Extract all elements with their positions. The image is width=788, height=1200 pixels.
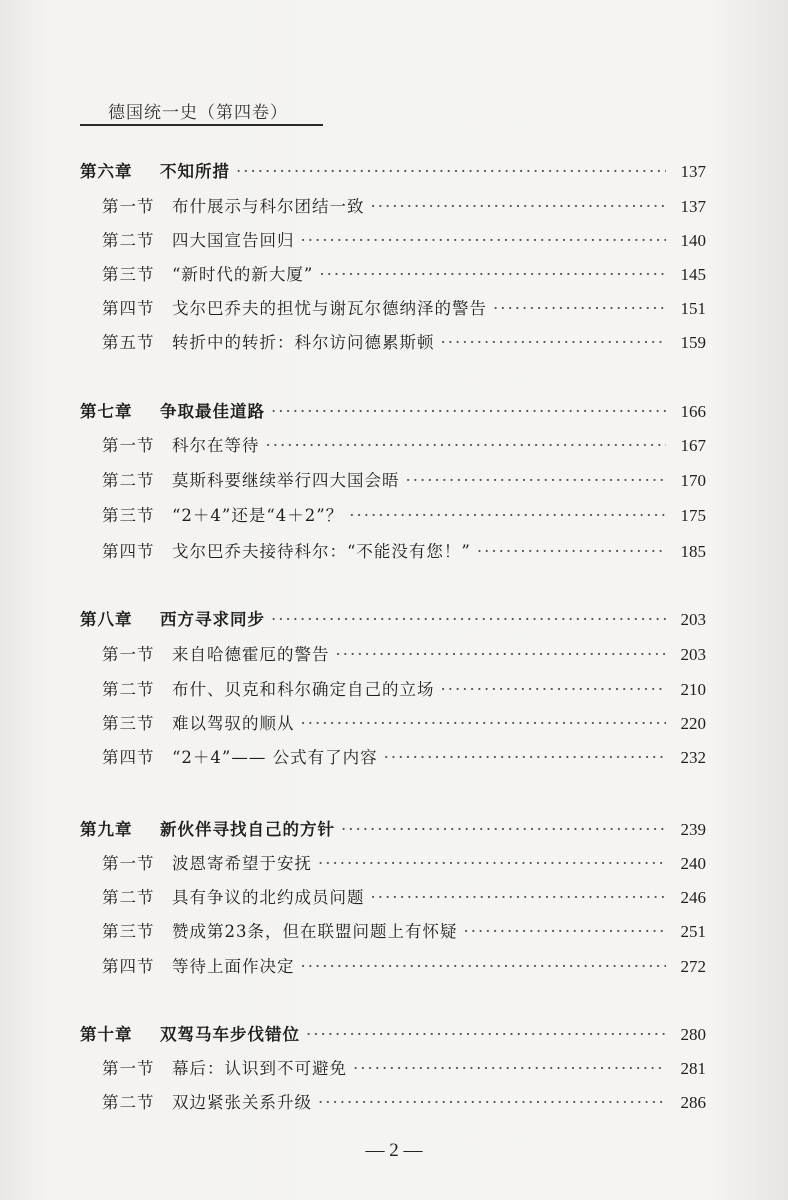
leader-dots (301, 952, 667, 982)
page-number: 170 (680, 471, 706, 490)
section-title: 转折中的转折：科尔访问德累斯顿 (172, 333, 435, 352)
section-label: 第四节 (102, 542, 155, 561)
section-label: 第三节 (102, 506, 155, 525)
header-rule (80, 124, 323, 126)
section-title: 等待上面作决定 (172, 957, 295, 976)
section-title: 赞成第23条，但在联盟问题上有怀疑 (172, 922, 458, 941)
page-number: 203 (680, 645, 706, 664)
leader-dots (318, 1088, 666, 1118)
section-label: 第一节 (102, 197, 155, 216)
leader-dots (464, 917, 667, 947)
leader-dots (271, 397, 666, 427)
section-title: 戈尔巴乔夫的担忧与谢瓦尔德纳泽的警告 (172, 299, 487, 318)
section-label: 第二节 (102, 888, 155, 907)
page-number: 167 (680, 436, 706, 455)
leader-dots (477, 537, 666, 567)
section-title: 科尔在等待 (172, 436, 260, 455)
section-title: “2＋4”—— 公式有了内容 (172, 748, 378, 767)
chapter-title: 双驾马车步伐错位 (160, 1025, 300, 1044)
page-number: 281 (680, 1059, 706, 1078)
page-number: 175 (680, 506, 706, 525)
chapter-title: 争取最佳道路 (160, 402, 265, 421)
section-label: 第一节 (102, 436, 155, 455)
section-title: 幕后：认识到不可避免 (172, 1059, 347, 1078)
toc-chapter-6[interactable] (80, 157, 706, 187)
toc-section[interactable] (102, 952, 706, 982)
page-number: 246 (680, 888, 706, 907)
chapter-title: 不知所措 (160, 162, 230, 181)
leader-dots (336, 640, 667, 670)
toc-section[interactable] (102, 849, 706, 879)
section-title: 戈尔巴乔夫接待科尔：“不能没有您！” (172, 542, 471, 561)
page-number: 210 (680, 680, 706, 699)
toc-section[interactable] (102, 1054, 706, 1084)
section-title: 莫斯科要继续举行四大国会晤 (172, 471, 400, 490)
toc-chapter-9[interactable] (80, 815, 706, 845)
page-number: 286 (680, 1093, 706, 1112)
section-label: 第三节 (102, 265, 155, 284)
page-number: 251 (680, 922, 706, 941)
leader-dots (353, 1054, 666, 1084)
leader-dots (406, 466, 667, 496)
leader-dots (349, 501, 666, 531)
toc-section[interactable] (102, 675, 706, 705)
toc-section[interactable] (102, 328, 706, 358)
page-number: 137 (680, 197, 706, 216)
section-title: 双边紧张关系升级 (172, 1093, 312, 1112)
leader-dots (441, 675, 667, 705)
leader-dots (384, 743, 666, 773)
section-label: 第一节 (102, 854, 155, 873)
toc-section[interactable] (102, 743, 706, 773)
chapter-label: 第九章 (80, 820, 133, 839)
section-title: 来自哈德霍厄的警告 (172, 645, 330, 664)
toc-section[interactable] (102, 883, 706, 913)
toc-section[interactable] (102, 192, 706, 222)
page-number: 272 (680, 957, 706, 976)
running-title: 德国统一史（第四卷） (108, 103, 288, 123)
section-title: 波恩寄希望于安抚 (172, 854, 312, 873)
toc-chapter-8[interactable] (80, 605, 706, 635)
toc-chapter-10[interactable] (80, 1020, 706, 1050)
section-label: 第一节 (102, 1059, 155, 1078)
toc-section[interactable] (102, 537, 706, 567)
page-number: 232 (680, 748, 706, 767)
toc-section[interactable] (102, 260, 706, 290)
page-folio: — 2 — (365, 1140, 423, 1161)
leader-dots (306, 1020, 666, 1050)
page-number: 240 (680, 854, 706, 873)
chapter-label: 第八章 (80, 610, 133, 629)
toc-section[interactable] (102, 501, 706, 531)
page-number: 159 (680, 333, 706, 352)
leader-dots (371, 192, 667, 222)
leader-dots (236, 157, 666, 187)
section-label: 第一节 (102, 645, 155, 664)
section-title: 布什、贝克和科尔确定自己的立场 (172, 680, 435, 699)
toc-section[interactable] (102, 709, 706, 739)
section-label: 第二节 (102, 680, 155, 699)
section-label: 第三节 (102, 714, 155, 733)
page-number: 239 (680, 820, 706, 839)
page-number: 280 (680, 1025, 706, 1044)
page-number: 151 (680, 299, 706, 318)
chapter-label: 第六章 (80, 162, 133, 181)
section-label: 第二节 (102, 231, 155, 250)
toc-section[interactable] (102, 640, 706, 670)
page-number: 137 (680, 162, 706, 181)
section-title: “2＋4”还是“4＋2”？ (172, 506, 344, 525)
section-title: 四大国宣告回归 (172, 231, 295, 250)
toc-section[interactable] (102, 1088, 706, 1118)
toc-section[interactable] (102, 917, 706, 947)
leader-dots (271, 605, 666, 635)
section-label: 第四节 (102, 748, 155, 767)
chapter-label: 第十章 (80, 1025, 133, 1044)
leader-dots (493, 294, 666, 324)
chapter-title: 西方寻求同步 (160, 610, 265, 629)
section-label: 第四节 (102, 957, 155, 976)
toc-chapter-7[interactable] (80, 397, 706, 427)
leader-dots (301, 226, 667, 256)
toc-section[interactable] (102, 226, 706, 256)
leader-dots (318, 849, 666, 879)
toc-section[interactable] (102, 466, 706, 496)
section-label: 第二节 (102, 471, 155, 490)
section-label: 第五节 (102, 333, 155, 352)
leader-dots (371, 883, 667, 913)
section-title: 布什展示与科尔团结一致 (172, 197, 365, 216)
page-number: 185 (680, 542, 706, 561)
leader-dots (441, 328, 667, 358)
chapter-title: 新伙伴寻找自己的方针 (160, 820, 335, 839)
toc-section[interactable] (102, 431, 706, 461)
page-number: 140 (680, 231, 706, 250)
section-label: 第四节 (102, 299, 155, 318)
section-title: 具有争议的北约成员问题 (172, 888, 365, 907)
leader-dots (319, 260, 666, 290)
toc-section[interactable] (102, 294, 706, 324)
page-number: 166 (680, 402, 706, 421)
section-label: 第三节 (102, 922, 155, 941)
page-number: 220 (680, 714, 706, 733)
leader-dots (266, 431, 667, 461)
chapter-label: 第七章 (80, 402, 133, 421)
leader-dots (341, 815, 666, 845)
leader-dots (301, 709, 667, 739)
page-number: 145 (680, 265, 706, 284)
page-number: 203 (680, 610, 706, 629)
section-label: 第二节 (102, 1093, 155, 1112)
section-title: 难以驾驭的顺从 (172, 714, 295, 733)
section-title: “新时代的新大厦” (172, 265, 314, 284)
